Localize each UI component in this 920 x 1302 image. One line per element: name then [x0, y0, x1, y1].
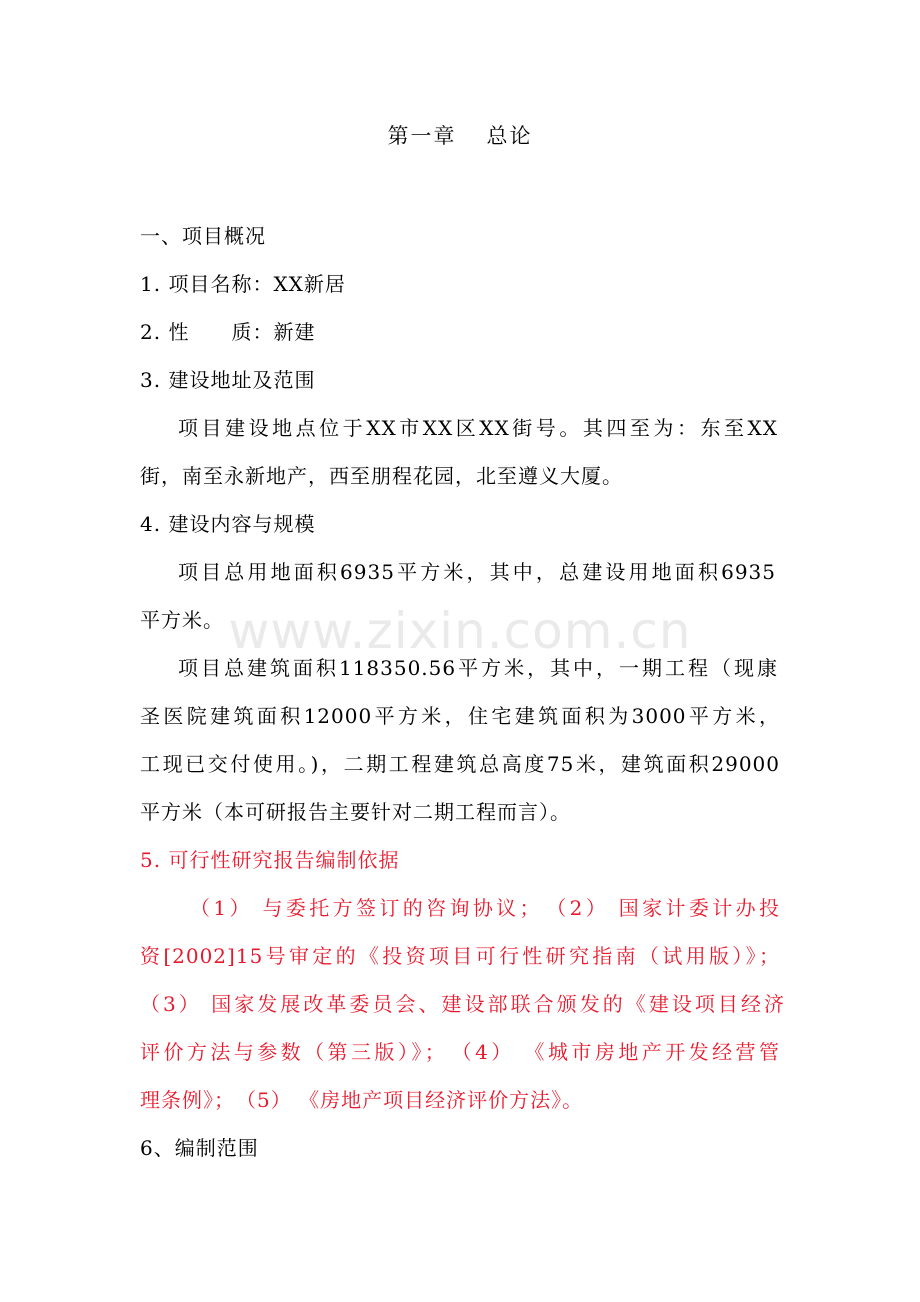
- paragraph-line: 圣医院建筑面积12000平方米，住宅建筑面积为3000平方米，: [140, 704, 780, 728]
- chapter-number: 第一章: [387, 124, 457, 148]
- paragraph-line: 项目建设地点位于XX市XX区XX街号。其四至为：东至XX: [178, 416, 778, 440]
- basis-line: 理条例》； （5） 《房地产项目经济评价方法》。: [140, 1088, 584, 1112]
- chapter-title: [0, 120, 920, 150]
- paragraph-line: 街，南至永新地产，西至朋程花园，北至遵义大厦。: [140, 464, 623, 488]
- item-project-name: 1. 项目名称：XX新居: [140, 272, 346, 296]
- item-basis-heading: 5. 可行性研究报告编制依据: [140, 848, 400, 872]
- item-project-nature: 2. 性 质：新建: [140, 320, 316, 344]
- paragraph-line: 平方米。: [140, 608, 224, 632]
- item-scope-heading: 6、编制范围: [140, 1136, 259, 1160]
- paragraph-line: 平方米（本可研报告主要针对二期工程而言）。: [140, 800, 571, 824]
- paragraph-line: 项目总建筑面积118350.56平方米，其中，一期工程（现康: [178, 656, 778, 680]
- section-heading: 一、项目概况: [140, 224, 266, 248]
- basis-line: 资[2002]15号审定的《投资项目可行性研究指南（试用版）》；: [140, 944, 780, 968]
- item-address-heading: 3. 建设地址及范围: [140, 368, 316, 392]
- basis-line: （1） 与委托方签订的咨询协议； （2） 国家计委计办投: [190, 896, 780, 920]
- watermark: www.zixin.com.cn: [228, 602, 692, 660]
- item-scale-heading: 4. 建设内容与规模: [140, 512, 316, 536]
- chapter-name: 总论: [486, 124, 533, 148]
- basis-line: 评价方法与参数（第三版）》； （4） 《城市房地产开发经营管: [140, 1040, 780, 1064]
- basis-line: （3） 国家发展改革委员会、建设部联合颁发的《建设项目经济: [140, 992, 785, 1016]
- paragraph-line: 项目总用地面积6935平方米，其中，总建设用地面积6935: [178, 560, 776, 584]
- paragraph-line: 工现已交付使用。)，二期工程建筑总高度75米，建筑面积29000: [140, 752, 780, 776]
